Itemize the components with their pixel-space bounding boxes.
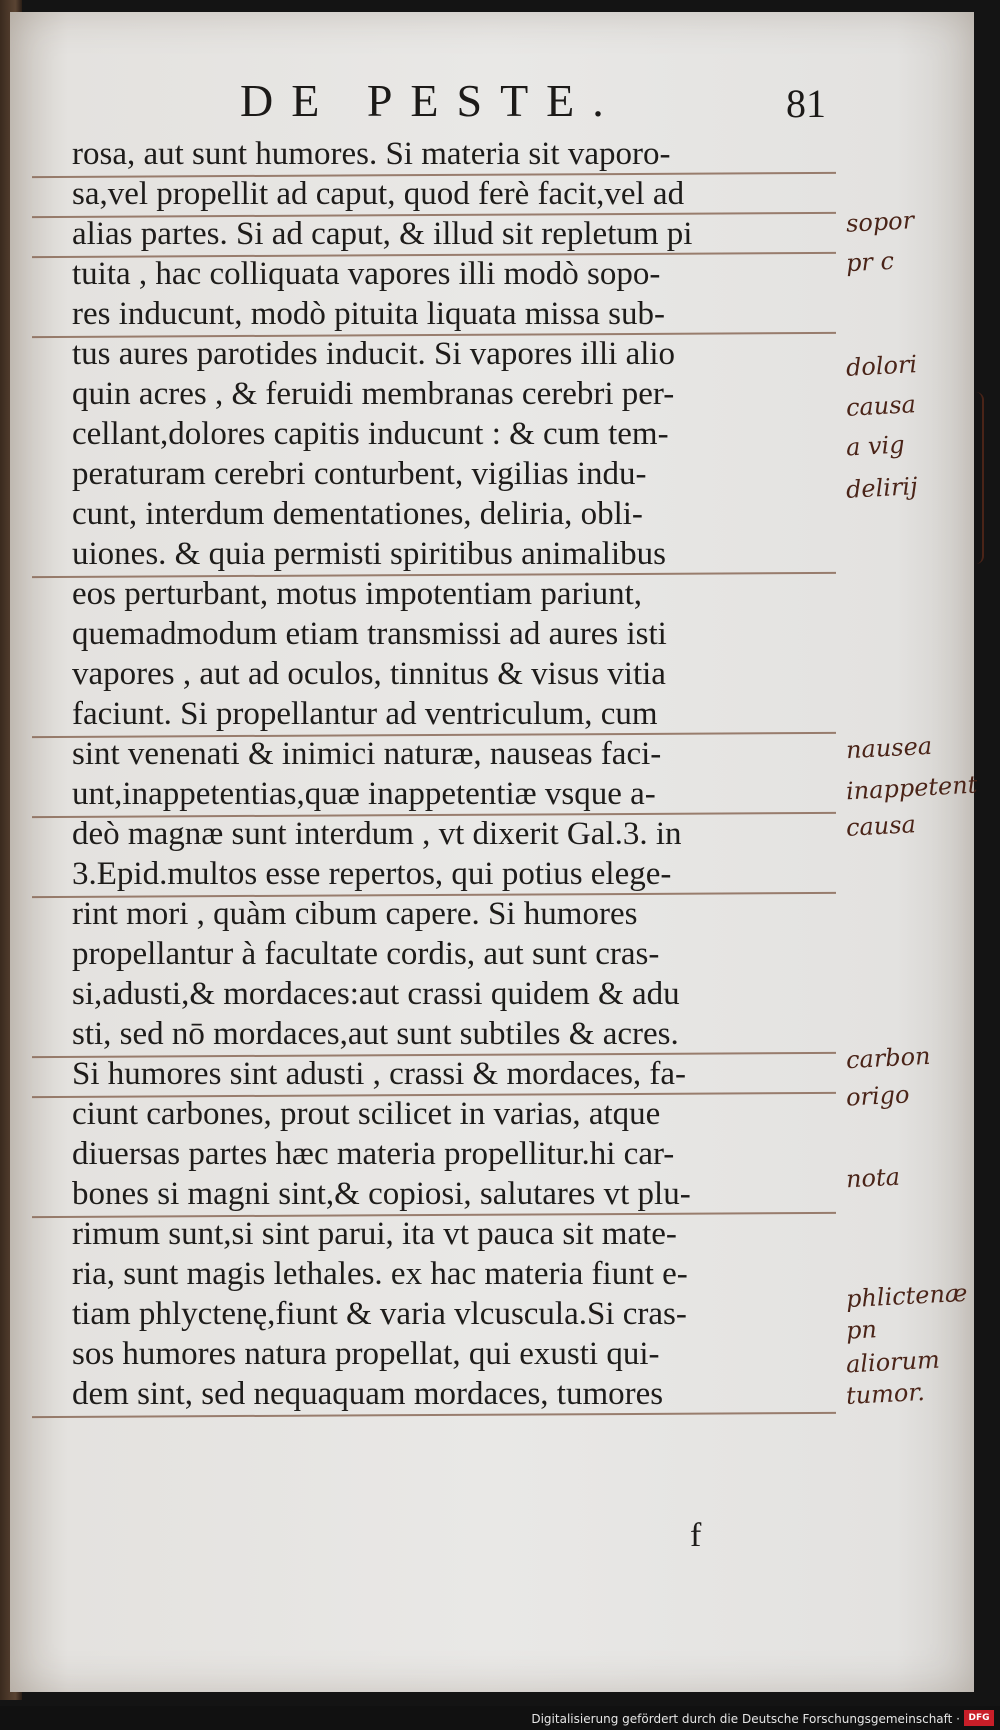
margin-note: causa	[845, 810, 917, 842]
margin-note: delirij	[845, 472, 919, 504]
text-line: uiones. & quia permisti spiritibus animalibus	[72, 534, 816, 574]
text-line: tus aures parotides inducit. Si vapores illi alio	[72, 336, 676, 372]
text-line: vapores , aut ad oculos, tinnitus & visus vitia	[72, 656, 666, 692]
text-line: faciunt. Si propellantur ad ventriculum, cum	[72, 694, 816, 734]
margin-annotations	[846, 12, 986, 1612]
text-line: alias partes. Si ad caput, & illud sit repletum pi	[72, 214, 816, 254]
margin-note: carbon	[845, 1041, 932, 1075]
text-line: rimum sunt,si sint parui, ita vt pauca sit mate-	[72, 1216, 677, 1252]
signature-mark: f	[690, 1517, 702, 1554]
margin-note: phlictenæ	[845, 1278, 969, 1314]
margin-note: causa	[845, 390, 917, 422]
text-line: sos humores natura propellat, qui exusti qui-	[72, 1336, 660, 1372]
text-line: propellantur à facultate cordis, aut sunt cras-	[72, 936, 660, 972]
text-line: Si humores sint adusti , crassi & mordaces, fa-	[72, 1054, 816, 1094]
margin-note: origo	[845, 1080, 911, 1112]
text-line: ria, sunt magis lethales. ex hac materia fiunt e-	[72, 1256, 688, 1292]
text-line: diuersas partes hæc materia propellitur.hi car-	[72, 1136, 675, 1172]
text-line: quin acres , & feruidi membranas cerebri per-	[72, 376, 675, 412]
margin-note: aliorum	[845, 1345, 941, 1379]
text-line: eos perturbant, motus impotentiam pariunt,	[72, 576, 643, 612]
text-line: sa,vel propellit ad caput, quod ferè facit,vel ad	[72, 174, 816, 214]
text-line: deò magnæ sunt interdum , vt dixerit Gal.3. in	[72, 816, 682, 852]
margin-bracket	[972, 392, 984, 564]
text-line: sti, sed nō mordaces,aut sunt subtiles & acres.	[72, 1014, 816, 1054]
text-line: peraturam cerebri conturbent, vigilias indu-	[72, 456, 647, 492]
margin-note: dolori	[845, 350, 918, 382]
footer-credit: Digitalisierung gefördert durch die Deutsche Forschungsgemeinschaft ·	[531, 1712, 960, 1726]
text-line: 3.Epid.multos esse repertos, qui potius elege-	[72, 854, 816, 894]
text-line: cunt, interdum dementationes, deliria, obli-	[72, 496, 643, 532]
margin-note: tumor.	[845, 1377, 926, 1411]
text-line: unt,inappetentias,quæ inappetentiæ vsque a-	[72, 774, 816, 814]
text-line: rosa, aut sunt humores. Si materia sit vaporo-	[72, 134, 816, 174]
text-line: dem sint, sed nequaquam mordaces, tumores	[72, 1374, 816, 1414]
margin-note: nausea	[845, 731, 933, 765]
margin-note: pr c	[845, 246, 895, 278]
margin-note: a vig	[845, 430, 906, 462]
running-head: DE PESTE.	[240, 75, 622, 126]
margin-note: pn	[845, 1315, 878, 1345]
margin-note: inappetent	[845, 770, 978, 806]
text-line: si,adusti,& mordaces:aut crassi quidem & adu	[72, 976, 680, 1012]
page-number: 81	[786, 81, 826, 126]
text-line: sint venenati & inimici naturæ, nauseas faci-	[72, 736, 662, 772]
text-line: res inducunt, modò pituita liquata missa sub-	[72, 294, 816, 334]
text-line: tuita , hac colliquata vapores illi modò sopo-	[72, 256, 661, 292]
margin-note: nota	[845, 1162, 901, 1194]
text-line: rint mori , quàm cibum capere. Si humores	[72, 896, 638, 932]
margin-note: sopor	[845, 206, 915, 238]
text-line: cellant,dolores capitis inducunt : & cum tem-	[72, 416, 669, 452]
text-line: tiam phlyctenę,fiunt & varia vlcuscula.Si cras-	[72, 1296, 687, 1332]
text-line: ciunt carbones, prout scilicet in varias, atque	[72, 1096, 661, 1132]
text-line: quemadmodum etiam transmissi ad aures isti	[72, 616, 667, 652]
main-text-block	[72, 134, 816, 1414]
text-line: bones si magni sint,& copiosi, salutares vt plu-	[72, 1174, 816, 1214]
book-page	[10, 12, 978, 1692]
dfg-logo: DFG	[964, 1710, 994, 1726]
